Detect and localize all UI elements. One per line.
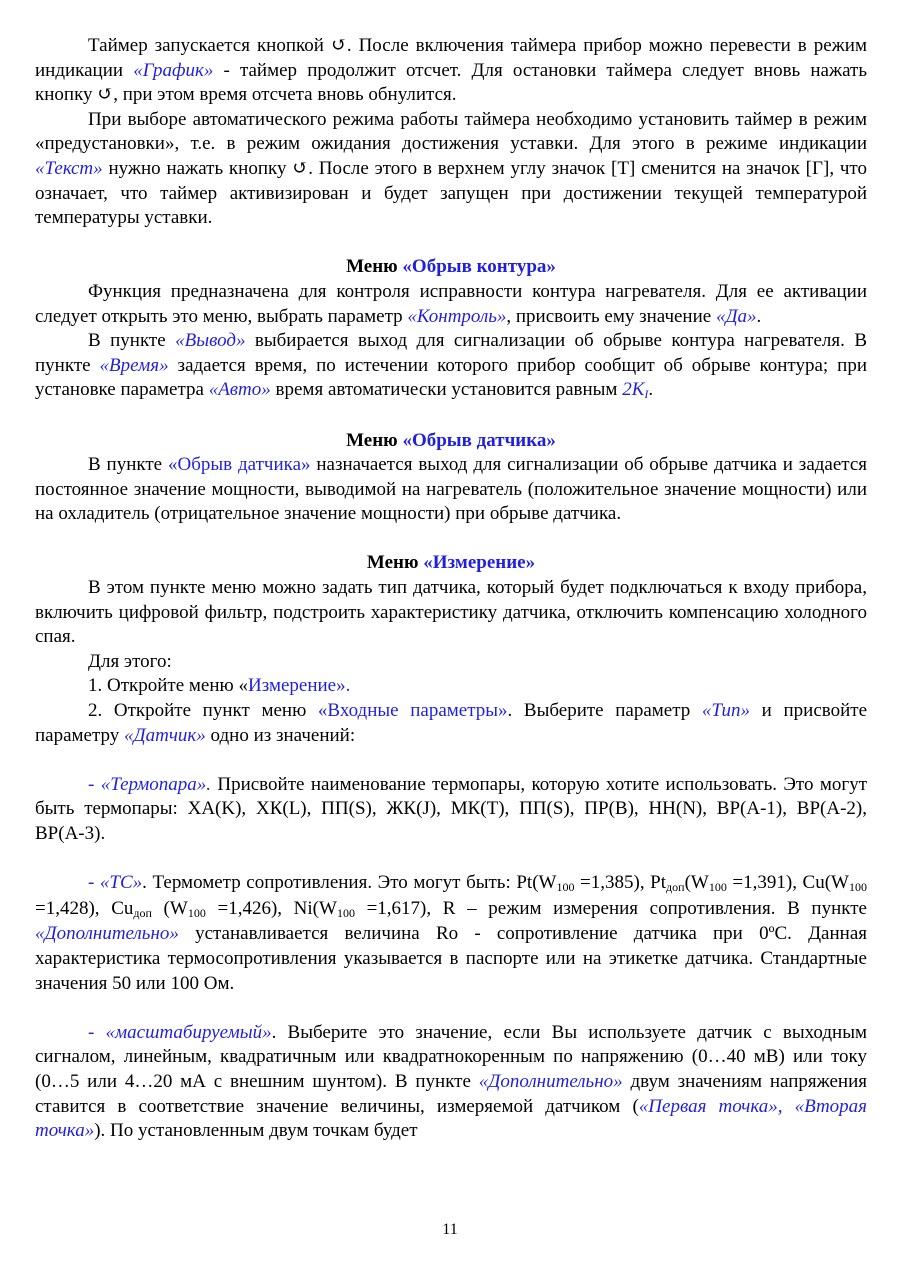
text-run: - <box>88 872 100 894</box>
option-scalable <box>35 1021 867 1144</box>
subscript: 100 <box>336 905 355 920</box>
term-control: «Контроль» <box>407 305 507 327</box>
timer-paragraph-1 <box>35 34 867 108</box>
text-run: При выборе автоматического режима работы таймера необходимо установить таймер в режим «предустановки», т.е. в режим ожидания достижения уставки. Для этого в режиме индикации <box>35 108 867 155</box>
text-run: время автоматически установится равным <box>270 379 623 401</box>
term-yes: «Да» <box>715 305 757 327</box>
text-run: - таймер продолжит отсчет. Для остановки таймера следует вновь нажать кнопку <box>35 59 867 106</box>
text-run: (W <box>151 897 188 919</box>
term-rtd: «ТС» <box>99 872 143 894</box>
text-run: ». <box>336 675 351 697</box>
subscript: 100 <box>556 880 575 895</box>
text-run: В пункте <box>88 454 168 476</box>
option-thermocouple <box>35 773 867 847</box>
option-rtd <box>35 871 867 996</box>
step-2 <box>35 699 867 748</box>
text-run: Таймер запускается кнопкой <box>88 35 331 56</box>
text-run: =1,426), Ni(W <box>205 897 337 919</box>
term-type: «Тип» <box>701 700 751 722</box>
text-run: нужно нажать кнопку <box>102 157 293 179</box>
term-points: «Первая точка», «Вторая точка» <box>35 1095 867 1142</box>
term-thermocouple: - «Термопара». <box>88 773 211 795</box>
text-run: . После этого в верхнем углу значок [Т] сменится на значок [Г], что означает, что таймер активизирован и будет запущен при достижении текущей температурой температуры уставки. <box>35 157 867 229</box>
measurement-paragraph-2: Для этого: <box>88 650 172 672</box>
text-run: ). По установленным двум точкам будет <box>94 1120 418 1142</box>
term-measurement: Измерение <box>247 675 337 697</box>
text-run: задается время, по истечении которого прибор сообщит об обрыве контура; при установке параметра <box>35 354 867 401</box>
text-run: . Термометр сопротивления. Это могут быть: Pt(W <box>142 872 557 894</box>
text-run: выбирается выход для сигнализации об обрыве контура нагревателя. В пункте <box>35 330 867 376</box>
heading-prefix: Меню <box>366 552 424 574</box>
subscript: 100 <box>849 880 867 895</box>
text-run: . Выберите параметр <box>507 700 702 722</box>
term-auto: «Авто» <box>208 379 271 401</box>
subscript: доп <box>666 880 685 895</box>
text-run: В пункте <box>88 330 176 352</box>
text-run: =1,385), Pt <box>574 872 667 894</box>
text-run: назначается выход для сигнализации об обрыве датчика и задается постоянное значение мощности, выводимой на нагреватель (положительное значение мощности) или на охладитель (отрицательное значение мощности) при обрыве датчика. <box>35 454 867 525</box>
text-run: =1,428), Cu <box>35 897 134 919</box>
term-text: «Текст» <box>35 157 103 179</box>
heading-term: «Обрыв контура» <box>402 256 556 278</box>
term-output: «Вывод» <box>175 330 246 352</box>
text-run: , присвоить ему значение <box>506 305 716 327</box>
text-run: . <box>756 305 762 327</box>
timer-paragraph-2 <box>35 108 867 231</box>
text-run: (W <box>684 872 709 894</box>
formula-2k: 2K <box>622 379 645 401</box>
subscript: 100 <box>187 905 206 920</box>
text-run: =1,391), Cu(W <box>726 872 849 894</box>
text-run: , при этом время отсчета вновь обнулится. <box>113 84 457 106</box>
sensor-break-paragraph <box>35 453 867 527</box>
text-run: устанавливается величина Ro - сопротивление датчика при 0ºС. Данная характеристика термосопротивления указывается в паспорте или на этикетке датчика. Стандартные значения 50 или 100 Ом. <box>35 923 867 994</box>
text-run: . <box>648 379 654 401</box>
start-button-icon: ↺ <box>330 35 347 56</box>
page-number: 11 <box>442 1221 458 1238</box>
text-run: одно из значений: <box>205 724 356 746</box>
text-run: 1. Откройте меню « <box>88 675 248 697</box>
heading-term: «Измерение» <box>423 552 536 574</box>
text-run: 2. Откройте пункт меню <box>88 700 318 722</box>
step-1 <box>35 674 867 699</box>
measurement-paragraph-1: В этом пункте меню можно задать тип датчика, который будет подключаться к входу прибора, включить цифровой фильтр, подстроить характеристику датчика, отключить компенсацию холодного спая. <box>35 577 867 648</box>
loop-break-paragraph-2 <box>35 329 867 404</box>
term-input-params: «Входные параметры» <box>317 700 508 722</box>
formula-subscript: I <box>644 387 649 402</box>
subscript: 100 <box>708 880 727 895</box>
heading-prefix: Меню <box>346 256 403 278</box>
text-run: и присвойте параметру <box>35 700 868 746</box>
heading-sensor-break <box>35 429 867 454</box>
term-sensor: «Датчик» <box>124 724 206 746</box>
text-run: Функция предназначена для контроля исправности контура нагревателя. Для ее активации следует открыть это меню, выбрать параметр <box>35 280 867 327</box>
term-scalable: - «масштабируемый» <box>88 1021 272 1043</box>
text-run: =1,617), R – режим измерения сопротивления. В пункте <box>354 897 867 919</box>
text-run: . После включения таймера прибор можно перевести в режим индикации <box>35 35 868 81</box>
text-run: . Выберите это значение, если Вы используете датчик с выходным сигналом, линейным, квадратичным или квадратнокоренным по напряжению (0…40 мВ) или току (0…5 или 4…20 мА с внешним шунтом). В пункте <box>35 1021 868 1092</box>
document-page <box>35 34 867 1144</box>
term-graph: «График» <box>133 59 214 81</box>
start-button-icon: ↺ <box>292 157 309 179</box>
term-time: «Время» <box>99 354 169 376</box>
term-additional: «Дополнительно» <box>35 923 179 945</box>
heading-measurement <box>35 551 867 576</box>
heading-term: «Обрыв датчика» <box>402 429 556 451</box>
text-run: двум значениям напряжения ставится в соответствие значение величины, измеряемой датчиком ( <box>35 1070 867 1117</box>
term-additional: «Дополнительно» <box>478 1070 623 1092</box>
subscript: доп <box>133 905 152 920</box>
start-button-icon: ↺ <box>97 84 114 106</box>
text-run: Присвойте наименование термопары, которую хотите использовать. Это могут быть термопары: ХА(K), ХК(L), ПП(S), ЖК(J), МК(T), ПП(S), ПР(B), НН(N), ВР(А-1), ВР(А-2), ВР(А-3). <box>35 773 867 844</box>
heading-prefix: Меню <box>346 429 403 451</box>
term-sensor-break: «Обрыв датчика» <box>167 454 311 476</box>
loop-break-paragraph-1 <box>35 280 867 329</box>
heading-loop-break <box>35 255 867 280</box>
